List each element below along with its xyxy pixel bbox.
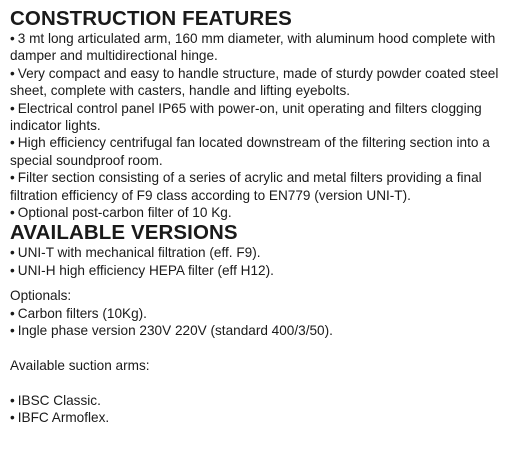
list-item: • Filter section consisting of a series of acrylic and metal filters providing a final filtration efficiency of F9 class according to EN779 (version UNI-T). xyxy=(10,170,482,203)
list-item: • IBSC Classic. xyxy=(10,392,101,408)
list-item: • IBFC Armoflex. xyxy=(10,410,110,426)
bullet-icon: • xyxy=(10,392,15,408)
suction-arms-label: Available suction arms: xyxy=(10,357,150,373)
bullet-icon: • xyxy=(10,305,15,321)
bullet-icon: • xyxy=(10,410,15,426)
available-versions-list xyxy=(10,244,505,279)
bullet-icon: • xyxy=(10,31,15,46)
list-item: • Ingle phase version 230V 220V (standard 400/3/50). xyxy=(10,323,333,339)
optionals-label: Optionals: xyxy=(10,288,72,304)
bullet-icon: • xyxy=(10,170,15,186)
construction-features-list xyxy=(10,30,505,221)
bullet-icon: • xyxy=(10,205,15,221)
construction-features-heading: CONSTRUCTION FEATURES xyxy=(10,7,292,30)
list-item: • Electrical control panel IP65 with power-on, unit operating and filters clogging indicator lights. xyxy=(10,100,482,134)
spacer xyxy=(10,374,505,392)
available-versions-heading: AVAILABLE VERSIONS xyxy=(10,221,238,245)
spacer xyxy=(10,340,505,357)
list-item: • Optional post-carbon filter of 10 Kg. xyxy=(10,205,232,221)
spacer xyxy=(10,279,505,287)
bullet-icon: • xyxy=(10,323,15,339)
list-item: • High efficiency centrifugal fan located downstream of the filtering section into a special soundproof room. xyxy=(10,135,490,168)
list-item: • UNI-H high efficiency HEPA filter (eff H12). xyxy=(10,262,274,278)
bullet-icon: • xyxy=(10,65,15,81)
suction-arms-list xyxy=(10,392,505,427)
list-item: • 3 mt long articulated arm, 160 mm diameter, with aluminum hood complete with damper and multidirectional hinge. xyxy=(10,31,496,64)
bullet-icon: • xyxy=(10,100,15,116)
optionals-list xyxy=(10,305,505,340)
bullet-icon: • xyxy=(10,135,15,151)
bullet-icon: • xyxy=(10,245,15,261)
list-item: • Carbon filters (10Kg). xyxy=(10,305,147,321)
bullet-icon: • xyxy=(10,262,15,278)
list-item: • Very compact and easy to handle structure, made of sturdy powder coated steel sheet, complete with casters, handle and lifting eyebolts. xyxy=(10,65,499,99)
list-item: • UNI-T with mechanical filtration (eff. F9). xyxy=(10,245,261,261)
